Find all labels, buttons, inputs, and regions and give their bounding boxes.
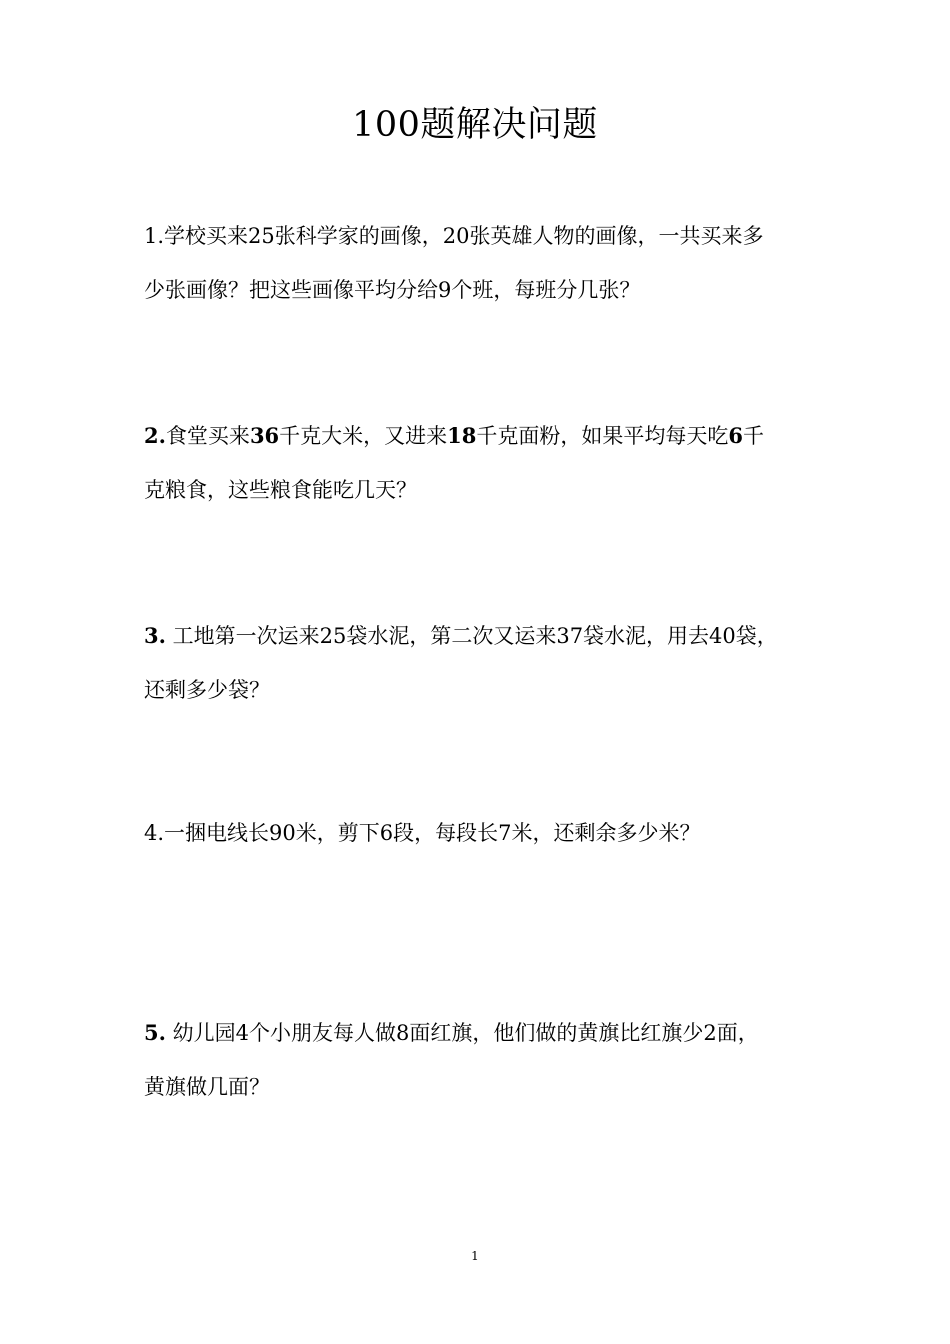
problem-2-line-2: 克粮食，这些粮食能吃几天？ [144, 478, 417, 502]
problem-4-line-1: 4.一捆电线长90米，剪下6段，每段长7米，还剩余多少米？ [144, 821, 701, 845]
problem-1 [144, 209, 808, 317]
problem-1-line-1: 1.学校买来25张科学家的画像，20张英雄人物的画像，一共买来多 [144, 224, 764, 248]
problem-2-line-1: 2.食堂买来36千克大米，又进来18千克面粉，如果平均每天吃6千 [144, 423, 765, 448]
problem-1-line-2: 少张画像？把这些画像平均分给9个班，每班分几张？ [144, 278, 641, 302]
problem-3 [144, 609, 808, 717]
problem-5-line-2: 黄旗做几面？ [144, 1075, 270, 1099]
page-title: 100题解决问题 [352, 105, 598, 145]
problem-4 [144, 806, 808, 860]
page-number: 1 [471, 1249, 479, 1263]
problem-5 [144, 1006, 808, 1114]
problem-3-line-2: 还剩多少袋？ [144, 678, 270, 702]
problem-2 [144, 409, 808, 517]
problem-5-line-1: 5. 幼儿园4个小朋友每人做8面红旗，他们做的黄旗比红旗少2面， [144, 1020, 759, 1045]
problem-3-line-1: 3. 工地第一次运来25袋水泥，第二次又运来37袋水泥，用去40袋， [144, 623, 778, 648]
